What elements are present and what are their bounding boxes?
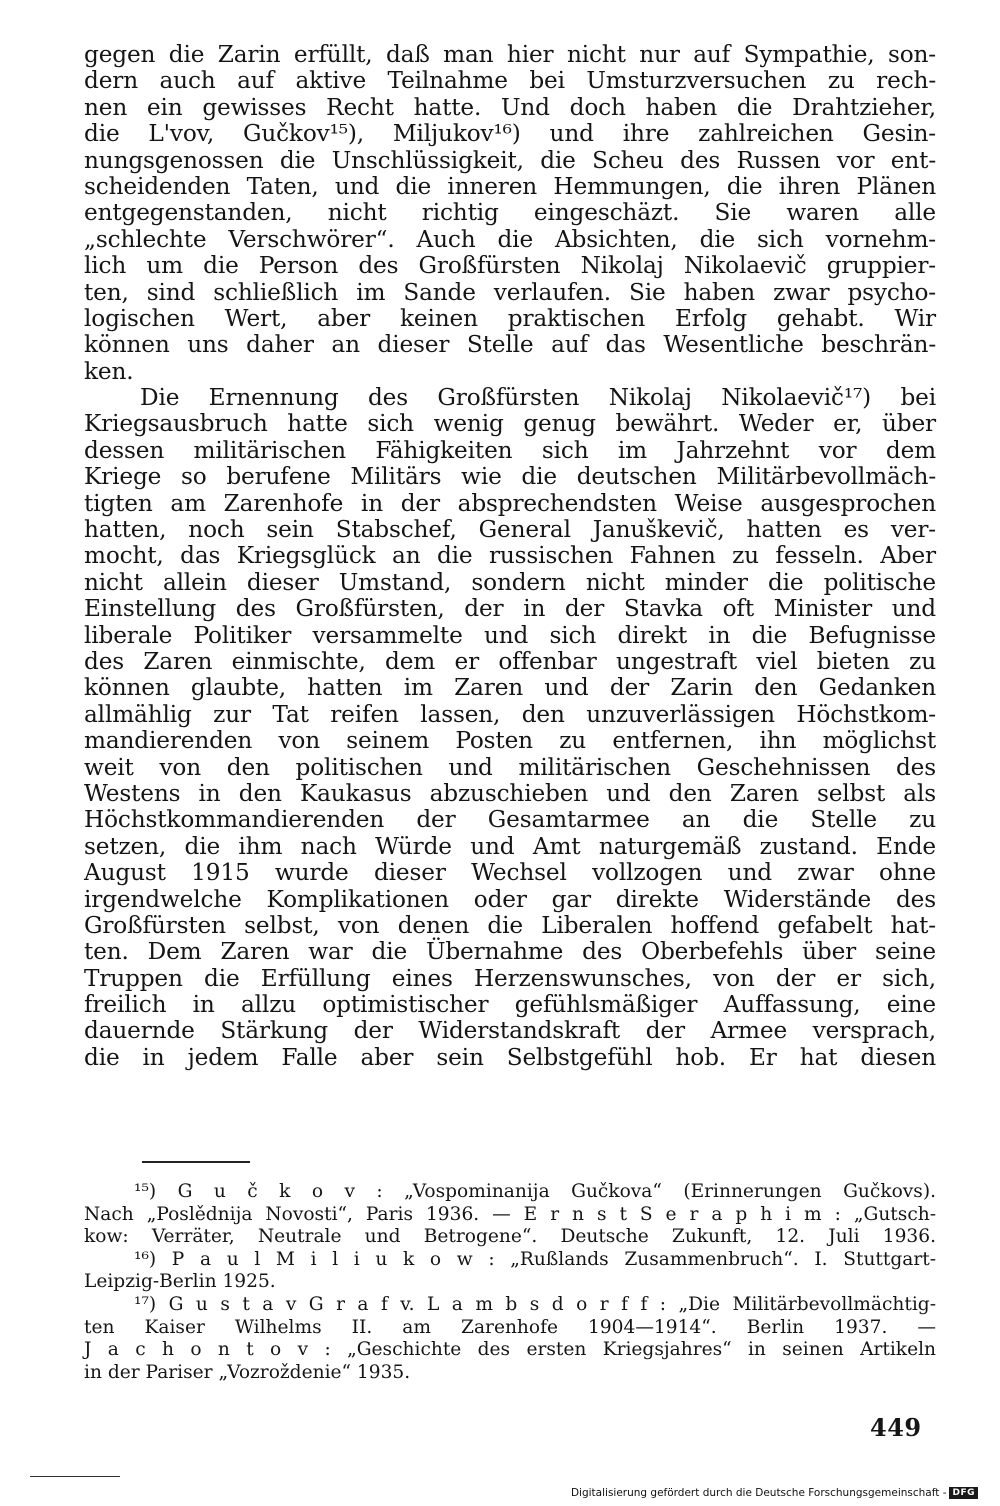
- text-line: gegen die Zarin erfüllt, daß man hier nicht nur auf Sympathie, son-: [84, 41, 936, 68]
- text-line: weit von den politischen und militärischen Geschehnissen des: [84, 753, 936, 781]
- text-line: Kriegsausbruch hatte sich wenig genug bewährt. Weder er, über: [84, 410, 936, 438]
- text-line: ten. Dem Zaren war die Übernahme des Oberbefehls über seine: [84, 938, 936, 966]
- text-line: freilich in allzu optimistischer gefühlsmäßiger Auffassung, eine: [84, 991, 936, 1019]
- text-line: mocht, das Kriegsglück an die russischen Fahnen zu fesseln. Aber: [84, 542, 936, 570]
- footnotes: [84, 1181, 936, 1384]
- text-line: nen ein gewisses Recht hatte. Und doch haben die Drahtzieher,: [84, 93, 936, 121]
- text-line: allmählig zur Tat reifen lassen, den unzuverlässigen Höchstkom-: [84, 700, 936, 728]
- text-line: ten, sind schließlich im Sande verlaufen. Sie haben zwar psycho-: [84, 278, 936, 306]
- text-line: August 1915 wurde dieser Wechsel vollzogen und zwar ohne: [84, 859, 936, 887]
- page-number: 449: [870, 1413, 922, 1442]
- dfg-logo: DFG: [949, 1487, 978, 1499]
- footnote-line: in der Pariser „Vozroždenie“ 1935.: [84, 1361, 411, 1383]
- digitization-credit: [571, 1487, 978, 1499]
- text-line: die L'vov, Gučkov¹⁵), Miljukov¹⁶) und ihre zahlreichen Gesin-: [84, 120, 936, 148]
- text-line: scheidenden Taten, und die inneren Hemmungen, die ihren Plänen: [84, 172, 936, 200]
- text-line: setzen, die ihm nach Würde und Amt naturgemäß zustand. Ende: [84, 832, 936, 860]
- text-line: Kriege so berufene Militärs wie die deutschen Militärbevollmäch-: [84, 463, 936, 491]
- text-line: irgendwelche Komplikationen oder gar direkte Widerstände des: [84, 885, 936, 913]
- body-text: [84, 42, 936, 1071]
- text-line: nicht allein dieser Umstand, sondern nicht minder die politische: [84, 568, 936, 596]
- text-line: können glaubte, hatten im Zaren und der Zarin den Gedanken: [84, 674, 936, 702]
- text-line: entgegenstanden, nicht richtig eingeschäzt. Sie waren alle: [84, 199, 936, 227]
- text-line: dauernde Stärkung der Widerstandskraft der Armee versprach,: [84, 1017, 936, 1045]
- text-line: dern auch auf aktive Teilnahme bei Umsturzversuchen zu rech-: [84, 67, 936, 95]
- paragraph-start: Die Ernennung des Großfürsten Nikolaj Nikolaevič¹⁷) bei: [140, 384, 936, 412]
- footnote-line: Nach „Poslědnija Novosti“, Paris 1936. — E r n s t S e r a p h i m : „Gutsch-: [84, 1203, 936, 1225]
- text-line: die in jedem Falle aber sein Selbstgefühl hob. Er hat diesen: [84, 1043, 936, 1071]
- bottom-divider: [30, 1476, 120, 1477]
- text-line: hatten, noch sein Stabschef, General Januškevič, hatten es ver-: [84, 516, 936, 544]
- text-line: ken.: [84, 357, 134, 385]
- text-line: nungsgenossen die Unschlüssigkeit, die Scheu des Russen vor ent-: [84, 146, 936, 174]
- text-line: lich um die Person des Großfürsten Nikolaj Nikolaevič gruppier-: [84, 252, 936, 280]
- footnote-line: ten Kaiser Wilhelms II. am Zarenhofe 1904—1914“. Berlin 1937. —: [84, 1316, 936, 1338]
- text-line: Truppen die Erfüllung eines Herzenswunsches, von der er sich,: [84, 964, 936, 992]
- footnote-line: kow: Verräter, Neutrale und Betrogene“. Deutsche Zukunft, 12. Juli 1936.: [84, 1226, 936, 1248]
- text-line: Einstellung des Großfürsten, der in der Stavka oft Minister und: [84, 595, 936, 623]
- text-line: logischen Wert, aber keinen praktischen Erfolg gehabt. Wir: [84, 304, 936, 332]
- text-line: Höchstkommandierenden der Gesamtarmee an die Stelle zu: [84, 806, 936, 834]
- credit-text: Digitalisierung gefördert durch die Deutsche Forschungsgemeinschaft -: [570, 1487, 947, 1499]
- text-line: „schlechte Verschwörer“. Auch die Absichten, die sich vornehm-: [84, 225, 936, 253]
- text-line: Großfürsten selbst, von denen die Liberalen hoffend gefabelt hat-: [84, 911, 936, 939]
- text-line: dessen militärischen Fähigkeiten sich im Jahrzehnt vor dem: [84, 436, 936, 464]
- text-line: mandierenden von seinem Posten zu entfernen, ihn möglichst: [84, 727, 936, 755]
- footnote-line: ¹⁵) G u č k o v : „Vospominanija Gučkova“ (Erinnerungen Gučkovs).: [134, 1181, 936, 1202]
- text-line: können uns daher an dieser Stelle auf das Wesentliche beschrän-: [84, 331, 936, 359]
- footnote-line: ¹⁶) P a u l M i l i u k o w : „Rußlands Zusammenbruch“. I. Stuttgart-: [134, 1248, 936, 1270]
- text-line: Westens in den Kaukasus abzuschieben und den Zaren selbst als: [84, 779, 936, 807]
- footnote-divider: [142, 1161, 250, 1163]
- footnote-line: ¹⁷) G u s t a v G r a f v. L a m b s d o r f f : „Die Militärbevollmächtig-: [134, 1293, 936, 1315]
- text-line: tigten am Zarenhofe in der absprechendsten Weise ausgesprochen: [84, 489, 936, 517]
- footnote-line: Leipzig-Berlin 1925.: [84, 1271, 276, 1293]
- text-line: des Zaren einmischte, dem er offenbar ungestraft viel bieten zu: [84, 647, 936, 675]
- footnote-line: J a c h o n t o v : „Geschichte des ersten Kriegsjahres“ in seinen Artikeln: [84, 1339, 936, 1361]
- text-line: liberale Politiker versammelte und sich direkt in die Befugnisse: [84, 621, 936, 649]
